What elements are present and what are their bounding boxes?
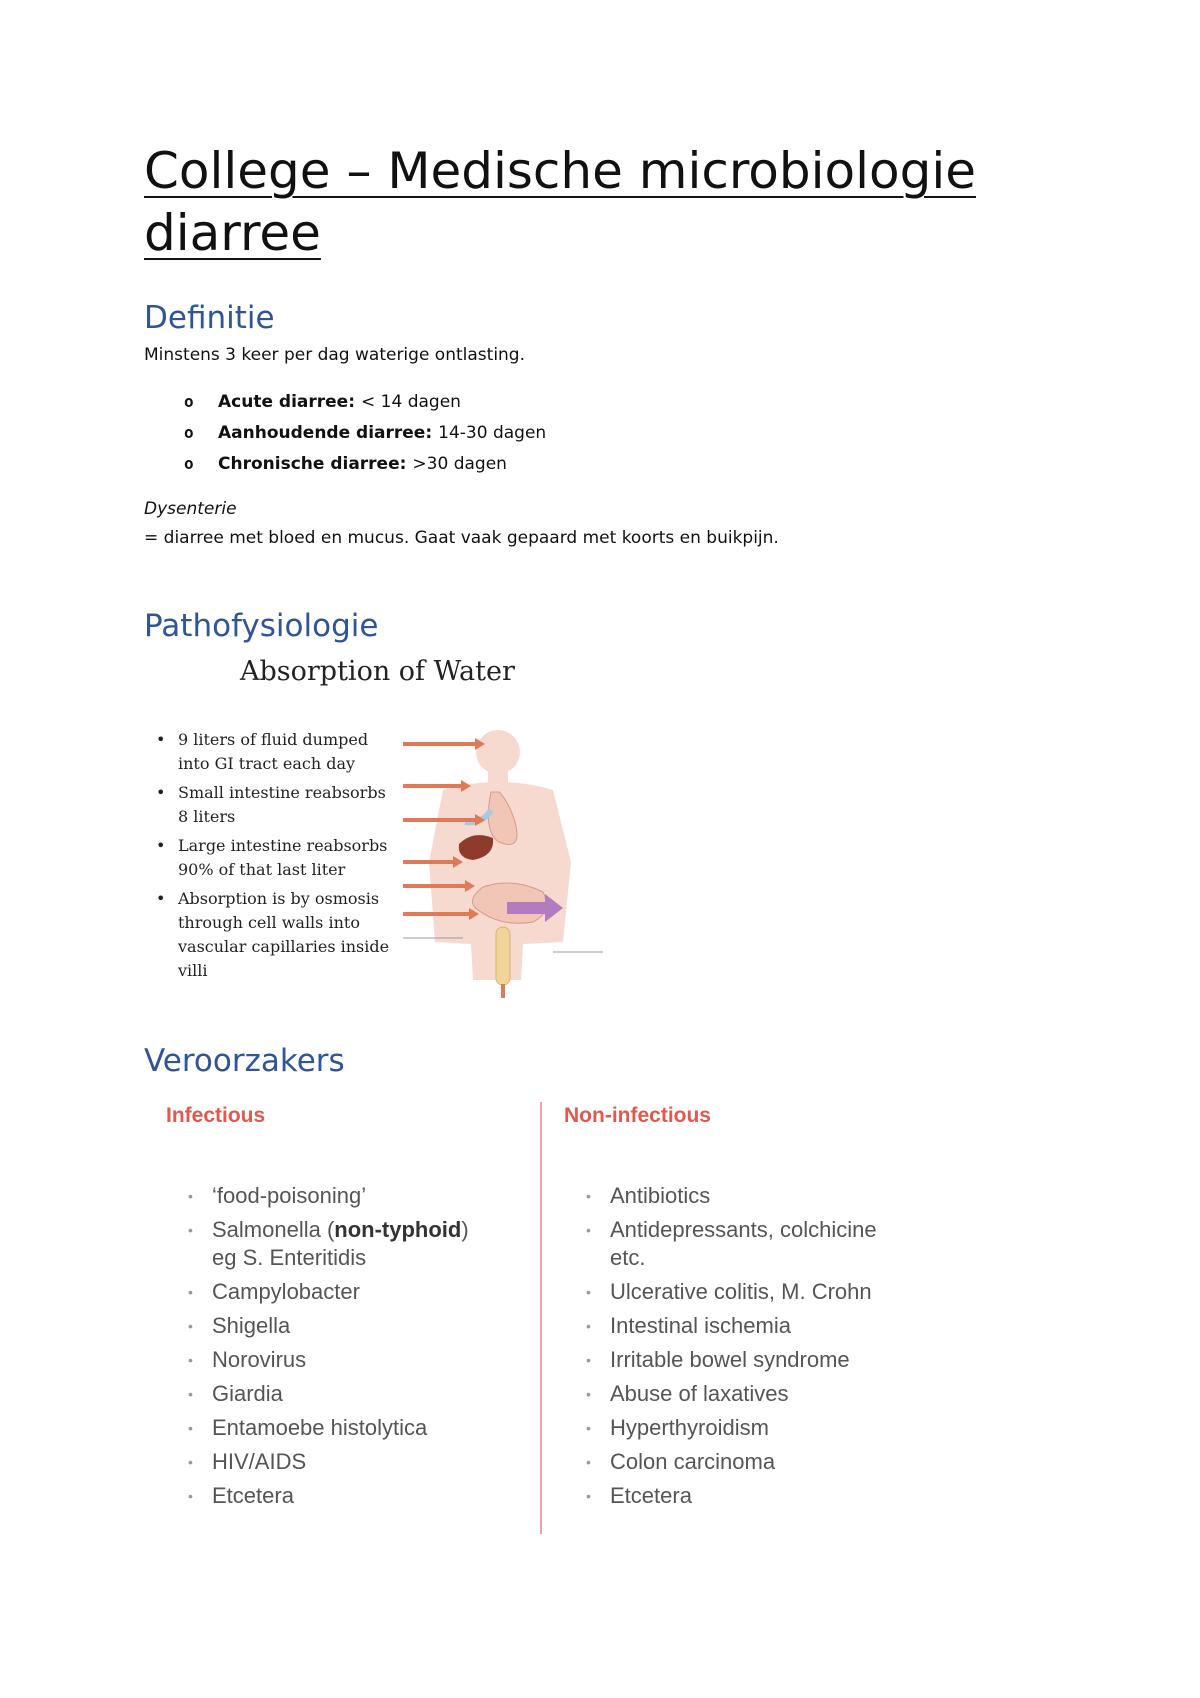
- list-item: • Etcetera: [188, 1483, 294, 1508]
- list-item: • Abuse of laxatives: [586, 1381, 789, 1406]
- list-item: • Salmonella (non-typhoid) eg S. Enteritidis: [188, 1217, 469, 1270]
- absorption-figure: [150, 656, 610, 1016]
- figure-title: Absorption of Water: [240, 656, 515, 687]
- definition-value: >30 dagen: [412, 453, 507, 474]
- list-item: • Antidepressants, colchicine etc.: [586, 1217, 877, 1270]
- list-item: • Antibiotics: [586, 1183, 711, 1208]
- definition-item: [184, 417, 546, 448]
- noninfectious-list: [586, 1182, 877, 1516]
- causes-slide: [150, 1096, 950, 1546]
- heading-pathofysiologie: Pathofysiologie: [144, 608, 379, 644]
- definition-item: [184, 386, 546, 417]
- definitie-text: Minstens 3 keer per dag waterige ontlasting.: [144, 345, 526, 365]
- definition-list: [184, 386, 546, 479]
- noninfectious-heading: Non-infectious: [564, 1104, 711, 1127]
- figure-bullet: • Absorption is by osmosis through cell walls into vascular capillaries inside villi: [156, 889, 390, 980]
- definition-item: [184, 448, 546, 479]
- page-title: [144, 140, 1104, 264]
- list-item: • HIV/AIDS: [188, 1449, 307, 1474]
- list-marker: o: [184, 423, 194, 442]
- infectious-heading: Infectious: [166, 1104, 266, 1127]
- figure-bullet: • Large intestine reabsorbs 90% of that last liter: [156, 836, 388, 879]
- figure-bullet-list: [156, 728, 396, 988]
- definition-value: < 14 dagen: [361, 391, 461, 412]
- colon: [496, 927, 510, 985]
- definition-term: Chronische diarree:: [218, 453, 407, 474]
- figure-bullet: • 9 liters of fluid dumped into GI tract each day: [156, 730, 369, 773]
- definition-value: 14-30 dagen: [438, 422, 547, 443]
- list-item: • Etcetera: [586, 1483, 692, 1508]
- list-marker: o: [184, 392, 194, 411]
- list-item: • Campylobacter: [188, 1279, 360, 1304]
- list-item: • Ulcerative colitis, M. Crohn: [586, 1279, 872, 1304]
- heading-veroorzakers: Veroorzakers: [144, 1043, 345, 1079]
- excretion-arrow: [501, 984, 505, 998]
- list-item: • Shigella: [188, 1313, 291, 1338]
- list-item: • Norovirus: [188, 1347, 307, 1372]
- digestive-system-illustration: [403, 712, 603, 1012]
- column-divider: [540, 1102, 542, 1534]
- dysenterie-definition: = diarree met bloed en mucus. Gaat vaak gepaard met koorts en buikpijn.: [144, 528, 779, 548]
- list-item: • Irritable bowel syndrome: [586, 1347, 850, 1372]
- infectious-list: [188, 1182, 469, 1516]
- heading-definitie: Definitie: [144, 300, 275, 336]
- list-item: • Hyperthyroidism: [586, 1415, 769, 1440]
- list-item: • ‘food-poisoning’: [188, 1183, 367, 1208]
- definition-term: Aanhoudende diarree:: [218, 422, 433, 443]
- list-item: • Entamoebe histolytica: [188, 1415, 428, 1440]
- dysenterie-term: Dysenterie: [144, 499, 237, 519]
- figure-bullet: • Small intestine reabsorbs 8 liters: [156, 783, 386, 826]
- title-line-2: diarree: [144, 204, 321, 262]
- list-item: • Giardia: [188, 1381, 283, 1406]
- list-item: • Intestinal ischemia: [586, 1313, 791, 1338]
- list-item: • Colon carcinoma: [586, 1449, 776, 1474]
- title-line-1: College – Medische microbiologie: [144, 142, 976, 200]
- definition-term: Acute diarree:: [218, 391, 356, 412]
- list-marker: o: [184, 454, 194, 473]
